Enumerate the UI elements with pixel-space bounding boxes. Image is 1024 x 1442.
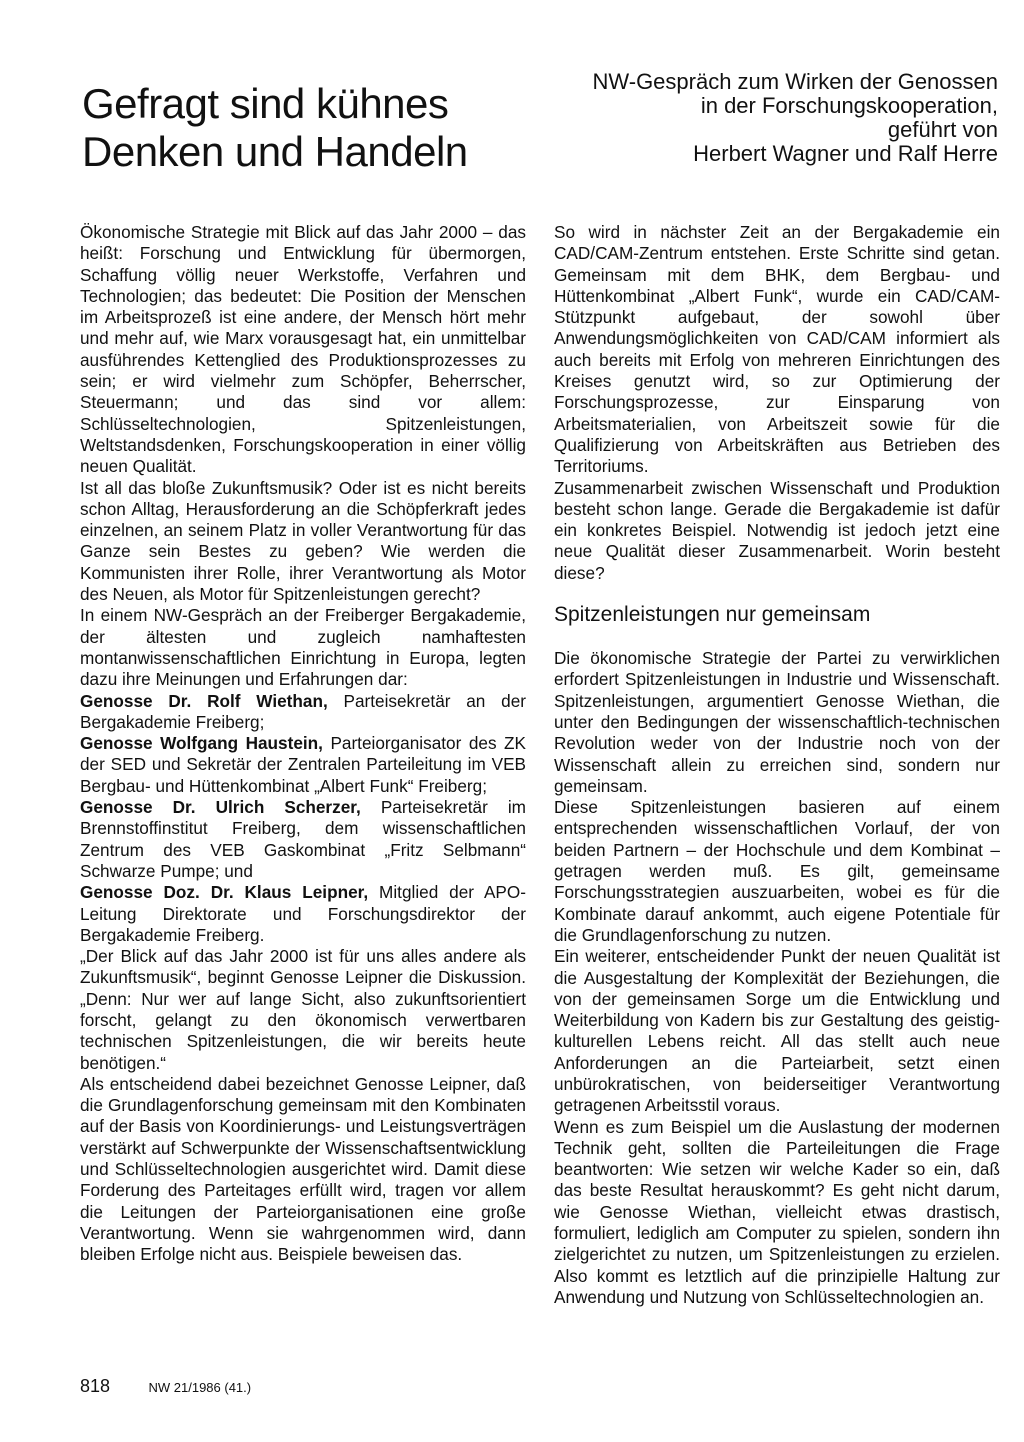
page-footer (80, 1376, 251, 1398)
cooperation-paragraph: Zusammenarbeit zwischen Wissenschaft und Produktion besteht schon lange. Gerade die Bergakademie ist dafür ein konkretes Beispiel. Notwendig ist jedoch jetzt eine neue Qualität dieser Zusammenarbeit. Worin besteht diese? (554, 477, 1000, 583)
participant-haustein (80, 733, 526, 797)
participant-wiethan (80, 691, 526, 734)
article-title-line-2: Denken und Handeln (82, 128, 468, 175)
participant-leipner (80, 882, 526, 946)
participant-scherzer (80, 797, 526, 882)
section-heading: Spitzenleistungen nur gemeinsam (554, 603, 871, 627)
participant-role: Parteisekretär an der Bergakademie Freiberg; (80, 690, 526, 732)
right-column (554, 222, 1000, 1308)
participant-role: Mitglied der APO-Leitung Direktorate und Forschungsdirektor der Bergakademie Freiberg. (80, 882, 526, 945)
participant-name: Genosse Wolfgang Haustein, (80, 733, 323, 754)
subtitle-line-3: geführt von (887, 117, 998, 142)
cad-cam-paragraph: So wird in nächster Zeit an der Bergakademie ein CAD/CAM-Zentrum entstehen. Erste Schritte sind getan. Gemeinsam mit dem BHK, dem Bergbau- und Hüttenkombinat „Albert Funk“, wurde ein CAD/CAM-Stützpunkt aufgebaut, der sowohl über Anwendungsmöglichkeiten von CAD/CAM informiert als auch bereits mit Erfolg von mehreren Einrichtungen des Kreises genutzt wird, so zur Optimierung der Forschungsprozesse, zur Einsparung von Arbeitsmaterialien, von Arbeitszeit sowie für die Qualifizierung von Arbeitskräften aus Betrieben des Territoriums. (554, 222, 1000, 477)
page-number: 818 (80, 1376, 111, 1396)
question-paragraph: Ist all das bloße Zukunftsmusik? Oder ist es nicht bereits schon Alltag, Herausforderung an die Schöpferkraft jedes einzelnen, an seinem Platz in voller Verantwortung für das Ganze sein Bestes zu geben? Wie werden die Kommunisten ihrer Rolle, ihrer Verantwortung als Motor des Neuen, als Motor für Spitzenleistungen gerecht? (80, 477, 526, 605)
article-title-line-1: Gefragt sind kühnes (82, 80, 449, 127)
left-column (80, 222, 526, 1266)
strategy-paragraph: Die ökonomische Strategie der Partei zu verwirklichen erfordert Spitzenleistungen in Industrie und Wissenschaft. Spitzenleistungen, argumentiert Genosse Wiethan, die unter den Bedingungen der wissenschaftlich-technischen Revolution weder von der Industrie noch von der Wissenschaft allein zu erreichen sind, sondern nur gemeinsam. (554, 648, 1000, 796)
quote-paragraph: „Der Blick auf das Jahr 2000 ist für uns alles andere als Zukunftsmusik“, beginnt Genosse Leipner die Diskussion. „Denn: Nur wer auf lange Sicht, also zukunftsorientiert forscht, gelangt zu den ökonomisch verwertbaren technischen Spitzenleistungen, die wir bereits heute benötigen.“ (80, 946, 526, 1073)
participant-name: Genosse Dr. Rolf Wiethan, (80, 690, 328, 711)
issue-label: NW 21/1986 (41.) (148, 1380, 252, 1395)
subtitle-line-1: NW-Gespräch zum Wirken der Genossen (592, 69, 998, 94)
subtitle-line-4: Herbert Wagner und Ralf Herre (693, 141, 998, 166)
participant-name: Genosse Dr. Ulrich Scherzer, (80, 797, 361, 818)
intro-paragraph: Ökonomische Strategie mit Blick auf das Jahr 2000 – das heißt: Forschung und Entwicklung für übermorgen, Schaffung völlig neuer Werkstoffe, Verfahren und Technologien; das bedeutet: Die Position der Menschen im Arbeitsprozeß ist eine andere, der Mensch hört mehr und mehr auf, wie Marx vorausgesagt hat, ein unmittelbar ausführendes Kettenglied des Produktionsprozesses zu sein; er wird vielmehr zum Schöpfer, Beherrscher, Steuermann; und das sind vor allem: Schlüsseltechnologien, Spitzenleistungen, Weltstandsdenken, Forschungskooperation in einer völlig neuen Qualität. (80, 222, 526, 477)
article-subtitle (478, 70, 998, 166)
subtitle-line-2: in der Forschungskooperation, (700, 93, 998, 118)
participant-role: Parteisekretär im Brennstoffinstitut Freiberg, dem wissenschaftlichen Zentrum des VEB Gaskombinat „Fritz Selbmann“ Schwarze Pumpe; und (80, 797, 526, 881)
basic-research-paragraph: Als entscheidend dabei bezeichnet Genosse Leipner, daß die Grundlagenforschung gemeinsam mit den Kombinaten auf der Basis von Koordinierungs- und Leistungsverträgen verstärkt auf Schwerpunkte der Wissenschaftsentwicklung und Schlüsseltechnologien ausgerichtet wird. Damit diese Forderung des Parteitages erfüllt wird, tragen vor allem die Leitungen der Parteiorganisationen eine große Verantwortung. Wenn sie wahrgenommen wird, dann bleiben Erfolge nicht aus. Beispiele beweisen das. (80, 1073, 526, 1265)
participant-role: Parteiorganisator des ZK der SED und Sekretär der Zentralen Parteileitung im VEB Bergbau- und Hüttenkombinat „Albert Funk“ Freiberg; (80, 733, 526, 796)
technology-paragraph: Wenn es zum Beispiel um die Auslastung der modernen Technik geht, sollten die Parteileitungen die Frage beantworten: Wie setzen wir welche Kader so ein, daß das beste Resultat herauskommt? Es geht nicht darum, wie Genosse Wiethan, vielleicht etwas drastisch, formuliert, lediglich am Computer zu spielen, sondern ihn zielgerichtet zu nutzen, um Spitzenleistungen zu erzielen. Also kommt es letztlich auf die prinzipielle Haltung zur Anwendung und Nutzung von Schlüsseltechnologien an. (554, 1116, 1000, 1307)
complexity-paragraph: Ein weiterer, entscheidender Punkt der neuen Qualität ist die Ausgestaltung der Komplexität der Beziehungen, die von der gemeinsamen Sorge um die Entwicklung und Weiterbildung von Kadern bis zur Gestaltung des geistig-kulturellen Lebens reicht. All das stellt auch neue Anforderungen an die Parteiarbeit, setzt einen unbürokratischen, von beiderseitiger Verantwortung getragenen Arbeitsstil voraus. (554, 946, 1000, 1116)
research-lead-paragraph: Diese Spitzenleistungen basieren auf einem entsprechenden wissenschaftlichen Vorlauf, der von beiden Partnern – der Hochschule und dem Kombinat – getragen werden muß. Es gilt, gemeinsame Forschungsstrategien auszuarbeiten, wobei es für die Kombinate darauf ankommt, auch eigene Potentiale für die Grundlagenforschung zu nutzen. (554, 797, 1000, 945)
participants-intro-paragraph: In einem NW-Gespräch an der Freiberger Bergakademie, der ältesten und zugleich namhaftesten montanwissenschaftlichen Einrichtung in Europa, legten dazu ihre Meinungen und Erfahrungen dar: (80, 605, 526, 690)
participant-name: Genosse Doz. Dr. Klaus Leipner, (80, 882, 369, 903)
